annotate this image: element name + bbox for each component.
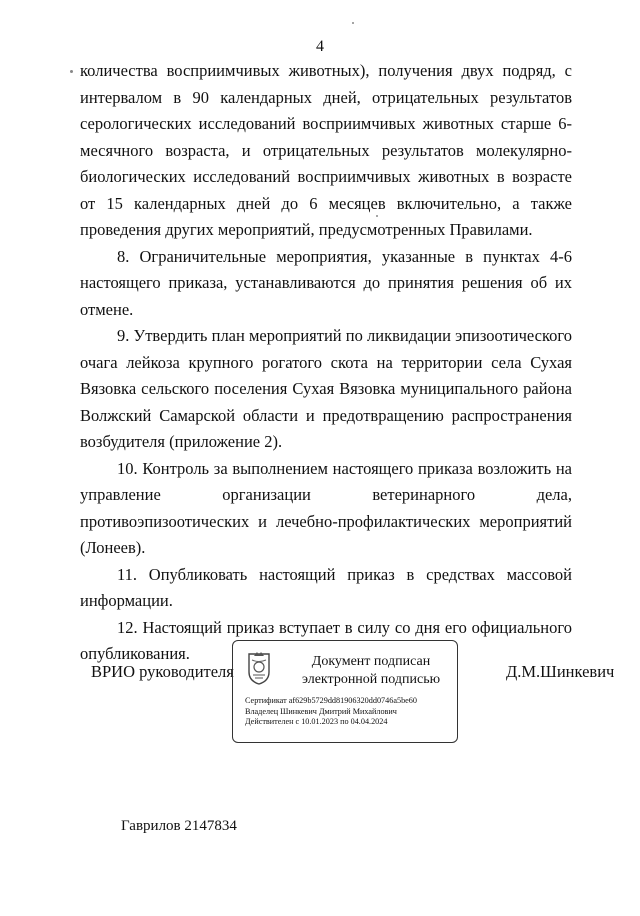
paragraph-item-9: 9. Утвердить план мероприятий по ликвидации эпизоотического очага лейкоза крупного рогатого скота на территории села Сухая Вязовка сельского поселения Сухая Вязовка муниципального района Волжский Самарской области и предотвращению распространения возбудителя (приложение 2).	[80, 326, 572, 451]
signer-name: Д.М.Шинкевич	[506, 662, 615, 681]
stamp-title-line1: Документ подписан	[311, 654, 431, 669]
signer-position: ВРИО руководителя	[91, 662, 234, 681]
scan-speck	[376, 215, 378, 217]
coat-of-arms-icon	[246, 650, 272, 686]
stamp-details	[245, 696, 455, 728]
executor-contact: Гаврилов 2147834	[121, 818, 237, 834]
scan-speck	[352, 22, 354, 24]
stamp-validity: Действителен с 10.01.2023 по 04.04.2024	[245, 717, 388, 726]
scan-speck	[70, 70, 73, 73]
stamp-title-line2: электронной подписью	[301, 672, 441, 687]
electronic-signature-stamp	[232, 640, 458, 743]
stamp-certificate: Сертификат af629b5729dd81906320dd0746a5be60	[245, 696, 417, 705]
paragraph-continuation: количества восприимчивых животных), получения двух подряд, с интервалом в 90 календарных дней, отрицательных результатов серологических исследований восприимчивых животных старше 6-месячного возраста, и отрицательных результатов молекулярно-биологических исследований восприимчивых животных в возрасте от 15 календарных дней до 6 месяцев включительно, а также проведения других мероприятий, предусмотренных Правилами.	[80, 61, 572, 239]
page-number: 4	[316, 38, 324, 55]
stamp-title	[291, 653, 451, 689]
paragraph-item-12: 12. Настоящий приказ вступает в силу со дня его официального опубликования.	[80, 617, 572, 663]
paragraph-item-8: 8. Ограничительные мероприятия, указанные в пунктах 4-6 настоящего приказа, устанавливаются до принятия решения об их отмене.	[80, 246, 572, 319]
paragraph-item-10: 10. Контроль за выполнением настоящего приказа возложить на управление организации ветеринарного дела, противоэпизоотических и лечебно-профилактических мероприятий (Лонеев).	[80, 458, 572, 557]
paragraph-item-11: 11. Опубликовать настоящий приказ в средствах массовой информации.	[80, 564, 572, 610]
document-body	[80, 58, 572, 668]
stamp-owner: Владелец Шинкевич Дмитрий Михайлович	[245, 706, 397, 716]
